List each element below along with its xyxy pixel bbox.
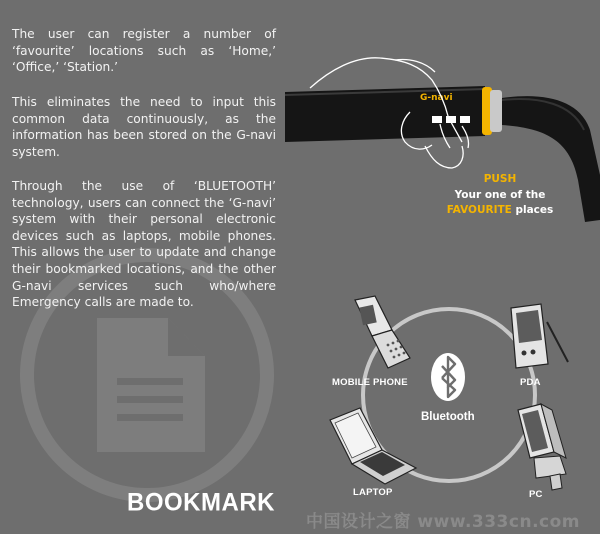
bluetooth-label: Bluetooth (421, 411, 475, 423)
pda-icon (511, 304, 568, 368)
mobile-phone-icon (355, 296, 410, 368)
push-instruction (430, 172, 570, 219)
paragraph-bluetooth: Through the use of ‘BLUETOOTH’ technology, users can connect the ‘G-navi’ system with their personal electronic devices such as laptops, mobile phones. This allows the user to update and change their bookmarked locations, and the other G-navi services such who/where Emergency calls are made to. (12, 179, 276, 310)
watermark: 中国设计之窗 www.333cn.com (306, 512, 580, 532)
laptop-label: LAPTOP (353, 487, 393, 498)
paragraph-favourites: The user can register a number of ‘favourite’ locations such as ‘Home,’ ‘Office,’ ‘Station.’ (12, 27, 276, 75)
pc-label: PC (529, 489, 543, 500)
pc-icon (518, 404, 566, 490)
favourite-word: FAVOURITE (446, 204, 512, 216)
push-line-1: Your one of the (454, 188, 546, 201)
push-line-2 (430, 203, 570, 219)
push-title: PUSH (483, 173, 517, 185)
mobile-phone-label: MOBILE PHONE (332, 377, 408, 388)
pda-label: PDA (520, 377, 541, 388)
places-word: places (515, 204, 554, 216)
bluetooth-icon (431, 353, 465, 401)
laptop-icon (330, 408, 416, 484)
paragraph-info-stored: This eliminates the need to input this common data continuously, as the information has been stored on the G-navi system. (12, 95, 276, 159)
device-brand: G-navi (420, 93, 453, 103)
page-title: BOOKMARK (127, 488, 275, 517)
